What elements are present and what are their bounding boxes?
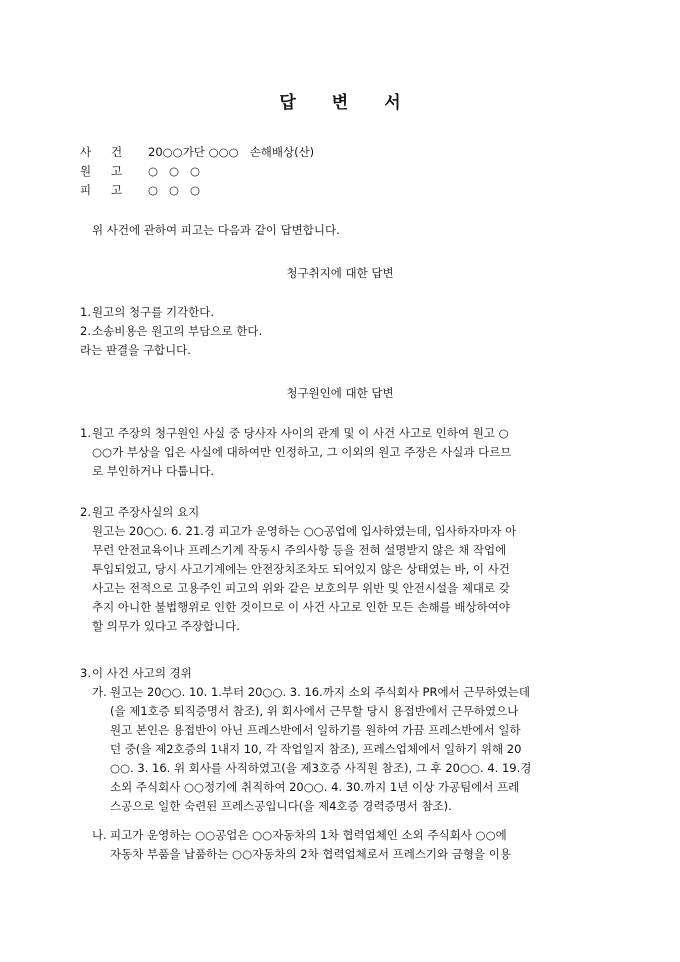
section-3-item: [92, 683, 610, 816]
case-label: 사 건: [80, 145, 123, 159]
section-text: 원고 주장의 청구원인 사실 중 당사자 사이의 관계 및 이 사건 사고로 인하여 원고 ○ ○○가 부상을 입은 사실에 대하여만 인정하고, 그 이외의 원고 주장은 사실과 다르므 로 부인하거나 다툽니다.: [92, 426, 512, 478]
case-number: 20○○가단 ○○○ 손해배상(산): [148, 145, 315, 159]
claim-item: [80, 303, 610, 322]
section-number: 1.: [80, 426, 91, 440]
section-3: [80, 664, 610, 683]
section-1: [80, 424, 610, 481]
section-title: 원고 주장사실의 요지: [92, 505, 200, 519]
intro-paragraph: 위 사건에 관하여 피고는 다음과 같이 답변합니다.: [92, 223, 340, 237]
defendant-name: ○ ○ ○: [148, 183, 201, 197]
item-mark: 나.: [92, 828, 107, 842]
document-title: [0, 88, 680, 113]
section-2-text: 원고는 20○○. 6. 21.경 피고가 운영하는 ○○공업에 입사하였는데, 입사하자마자 아 무런 안전교육이나 프레스기계 작동시 주의사항 등을 전혀 설명받지 않은 채 작업에 투입되었고, 당시 사고기계에는 안전장치조차도 되어있지 않은 상태였는 바, 이 사건 사고는 전적으로 고용주인 피고의 위와 같은 보호의무 위반 및 안전시설을 제대로 갖 추지 아니한 불법행위로 인한 것이므로 이 사건 사고로 인한 모든 손해를 배상하여야 할 의무가 있다고 주장합니다.: [92, 524, 517, 633]
claim-number: 2.: [80, 324, 91, 338]
plaintiff-name: ○ ○ ○: [148, 164, 201, 178]
judgment-request: 라는 판결을 구합니다.: [80, 343, 191, 357]
case-row: [80, 143, 600, 162]
claim-number: 1.: [80, 305, 91, 319]
section-number: 3.: [80, 666, 91, 680]
item-text: 피고가 운영하는 ○○공업은 ○○자동차의 1차 협력업체인 소외 주식회사 ○○에 자동차 부품을 납품하는 ○○자동차의 2차 협력업체로서 프레스기와 금형을 이용: [110, 828, 512, 861]
title-char: 서: [384, 93, 401, 113]
claim-text: 소송비용은 원고의 부담으로 한다.: [92, 324, 263, 338]
section-3-item: [92, 826, 610, 864]
section-title: 이 사건 사고의 경위: [92, 666, 192, 680]
section-2: [80, 503, 610, 522]
plaintiff-row: [80, 162, 600, 181]
title-char: 변: [331, 93, 349, 113]
case-info-block: [80, 143, 600, 200]
section-number: 2.: [80, 505, 91, 519]
item-text: 원고는 20○○. 10. 1.부터 20○○. 3. 16.까지 소외 주식회사 PR에서 근무하였는데 (을 제1호증 퇴직증명서 참조), 위 회사에서 근무할 당시 용접반에서 근무하였으나 원고 본인은 용접반이 아닌 프레스반에서 일하기를 원하여 가끔 프레스반에서 일하 던 중(을 제2호증의 1내지 10, 각 작업일지 참조), 프레스업체에서 일하기 위해 20 ○○. 3. 16. 위 회사를 사직하였고(을 제3호증 사직원 참조), 그 후 20○○. 4. 19.경 소외 주식회사 ○○정기에 취직하여 20○○. 4. 30.까지 1년 이상 가공팀에서 프레 스공으로 일한 숙련된 프레스공입니다(을 제4호증 경력증명서 참조).: [110, 685, 532, 813]
cause-answer-heading: 청구원인에 대한 답변: [286, 386, 394, 400]
item-mark: 가.: [92, 685, 107, 699]
claim-item: [80, 322, 610, 341]
claim-text: 원고의 청구를 기각한다.: [92, 305, 215, 319]
claim-answer-heading: 청구취지에 대한 답변: [286, 266, 394, 280]
plaintiff-label: 원 고: [80, 164, 123, 178]
title-char: 답: [279, 93, 296, 113]
defendant-label: 피 고: [80, 183, 123, 197]
defendant-row: [80, 181, 600, 200]
